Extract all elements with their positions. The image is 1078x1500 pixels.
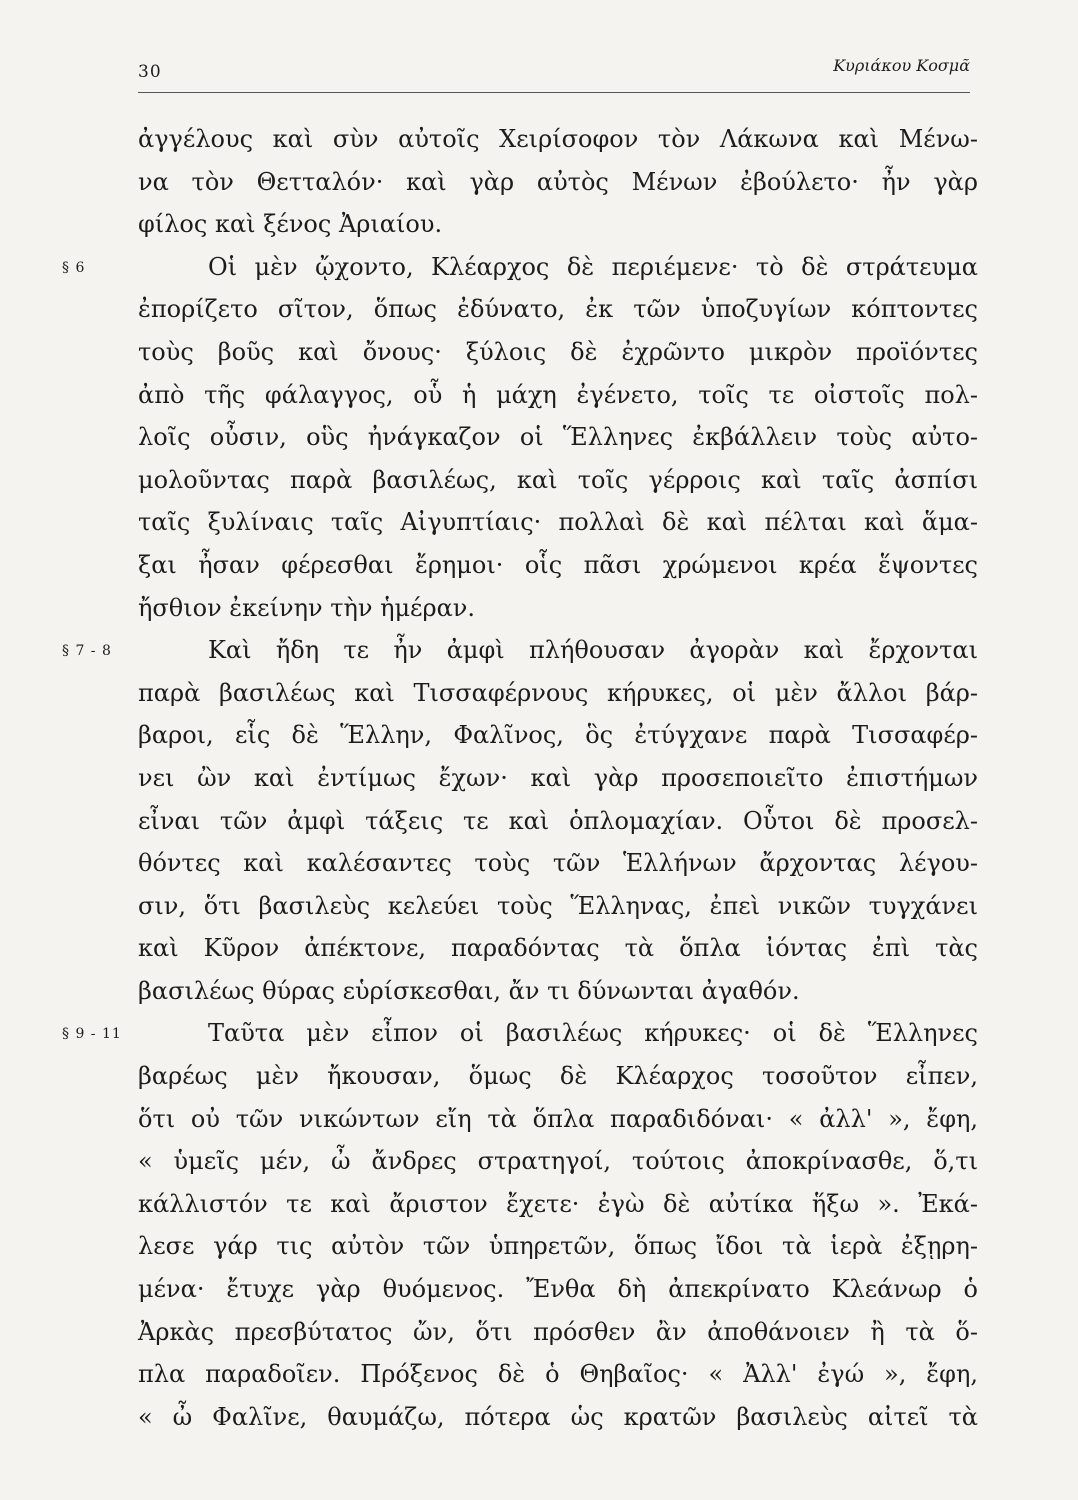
text-line	[138, 203, 978, 246]
line-text: Ἀρκὰς πρεσβύτατος ὤν, ὅτι πρόσθεν ἂν ἀποθάνοιεν ἢ τὰ ὅ-	[138, 1317, 978, 1346]
text-line	[138, 374, 978, 417]
text-line	[138, 1183, 978, 1226]
line-text: Οἱ μὲν ᾤχοντο, Κλέαρχος δὲ περιέμενε· τὸ δὲ στράτευμα	[208, 252, 978, 281]
line-text: να τὸν Θετταλόν· καὶ γὰρ αὐτὸς Μένων ἐβούλετο· ἦν γὰρ	[138, 167, 978, 196]
line-text: φίλος καὶ ξένος Ἀριαίου.	[138, 210, 443, 239]
body-text	[62, 118, 978, 1438]
text-line	[138, 1055, 978, 1098]
line-text: καὶ Κῦρον ἀπέκτονε, παραδόντας τὰ ὅπλα ἰόντας ἐπὶ τὰς	[138, 934, 978, 963]
page-number: 30	[138, 62, 162, 82]
text-line	[138, 161, 978, 204]
line-text: ταῖς ξυλίναις ταῖς Αἰγυπτίαις· πολλαὶ δὲ καὶ πέλται καὶ ἅμα-	[138, 508, 978, 537]
text-line	[138, 544, 978, 587]
line-text: βασιλέως θύρας εὑρίσκεσθαι, ἄν τι δύνωνται ἀγαθόν.	[138, 976, 800, 1005]
line-text: μολοῦντας παρὰ βασιλέως, καὶ τοῖς γέρροις καὶ ταῖς ἀσπίσι	[138, 465, 978, 494]
text-line	[138, 1268, 978, 1311]
line-text: λεσε γάρ τις αὐτὸν τῶν ὑπηρετῶν, ὅπως ἴδοι τὰ ἱερὰ ἐξῃρη-	[138, 1232, 978, 1261]
line-text: βαρέως μὲν ἤκουσαν, ὅμως δὲ Κλέαρχος τοσοῦτον εἶπεν,	[138, 1062, 978, 1091]
line-text: μένα· ἔτυχε γὰρ θυόμενος. Ἔνθα δὴ ἀπεκρίνατο Κλεάνωρ ὁ	[138, 1275, 978, 1304]
section-marker: § 9 - 11	[62, 1026, 122, 1043]
text-line	[138, 587, 978, 630]
text-line	[138, 501, 978, 544]
line-text: σιν, ὅτι βασιλεὺς κελεύει τοὺς Ἕλληνας, ἐπεὶ νικῶν τυγχάνει	[138, 891, 978, 920]
line-text: βαροι, εἷς δὲ Ἕλλην, Φαλῖνος, ὃς ἐτύγχανε παρὰ Τισσαφέρ-	[138, 721, 978, 750]
text-line	[62, 1012, 978, 1055]
line-text: τοὺς βοῦς καὶ ὄνους· ξύλοις δὲ ἐχρῶντο μικρὸν προϊόντες	[138, 337, 978, 366]
page-header	[138, 52, 970, 93]
line-text: πλα παραδοῖεν. Πρόξενος δὲ ὁ Θηβαῖος· « Ἀλλ' ἐγώ », ἔφη,	[138, 1360, 978, 1389]
text-line	[138, 714, 978, 757]
line-text: θόντες καὶ καλέσαντες τοὺς τῶν Ἑλλήνων ἄρχοντας λέγου-	[138, 849, 978, 878]
text-line	[138, 416, 978, 459]
text-line	[138, 331, 978, 374]
line-text: ἤσθιον ἐκείνην τὴν ἡμέραν.	[138, 593, 476, 622]
text-line	[138, 459, 978, 502]
section-marker: § 7 - 8	[62, 643, 112, 660]
text-line	[138, 800, 978, 843]
line-text: εἶναι τῶν ἀμφὶ τάξεις τε καὶ ὁπλομαχίαν. Οὗτοι δὲ προσελ-	[138, 806, 978, 835]
running-title: Κυριάκου Κοσμᾶ	[833, 56, 970, 75]
text-line	[62, 246, 978, 289]
text-line	[138, 842, 978, 885]
text-line	[138, 1225, 978, 1268]
text-line	[138, 118, 978, 161]
line-text: Ταῦτα μὲν εἶπον οἱ βασιλέως κήρυκες· οἱ δὲ Ἕλληνες	[208, 1019, 978, 1048]
line-text: « ὑμεῖς μέν, ὦ ἄνδρες στρατηγοί, τούτοις ἀποκρίνασθε, ὅ,τι	[138, 1147, 978, 1176]
line-text: ἐπορίζετο σῖτον, ὅπως ἐδύνατο, ἐκ τῶν ὑποζυγίων κόπτοντες	[138, 295, 978, 324]
line-text: νει ὢν καὶ ἐντίμως ἔχων· καὶ γὰρ προσεποιεῖτο ἐπιστήμων	[138, 763, 978, 792]
line-text: ἀπὸ τῆς φάλαγγος, οὗ ἡ μάχη ἐγένετο, τοῖς τε οἰστοῖς πολ-	[138, 380, 978, 409]
text-line	[138, 1098, 978, 1141]
line-text: ξαι ἦσαν φέρεσθαι ἔρημοι· οἷς πᾶσι χρώμενοι κρέα ἕψοντες	[138, 550, 978, 579]
line-text: Καὶ ἤδη τε ἦν ἀμφὶ πλήθουσαν ἀγορὰν καὶ ἔρχονται	[208, 636, 978, 665]
line-text: κάλλιστόν τε καὶ ἄριστον ἔχετε· ἐγὼ δὲ αὐτίκα ἥξω ». Ἐκά-	[138, 1189, 978, 1218]
text-line	[138, 970, 978, 1013]
line-text: ὅτι οὐ τῶν νικώντων εἴη τὰ ὅπλα παραδιδόναι· « ἀλλ' », ἔφη,	[138, 1104, 978, 1133]
text-line	[138, 885, 978, 928]
text-line	[138, 927, 978, 970]
section-marker: § 6	[62, 259, 86, 276]
text-line	[138, 1353, 978, 1396]
text-line	[138, 1396, 978, 1439]
text-line	[62, 629, 978, 672]
line-text: ἀγγέλους καὶ σὺν αὐτοῖς Χειρίσοφον τὸν Λάκωνα καὶ Μένω-	[138, 125, 978, 153]
line-text: « ὦ Φαλῖνε, θαυμάζω, πότερα ὡς κρατῶν βασιλεὺς αἰτεῖ τὰ	[138, 1402, 978, 1431]
text-line	[138, 1311, 978, 1354]
text-line	[138, 672, 978, 715]
text-line	[138, 757, 978, 800]
text-line	[138, 288, 978, 331]
line-text: λοῖς οὖσιν, οὓς ἠνάγκαζον οἱ Ἕλληνες ἐκβάλλειν τοὺς αὐτο-	[138, 423, 978, 452]
text-line	[138, 1140, 978, 1183]
line-text: παρὰ βασιλέως καὶ Τισσαφέρνους κήρυκες, οἱ μὲν ἄλλοι βάρ-	[138, 678, 978, 707]
